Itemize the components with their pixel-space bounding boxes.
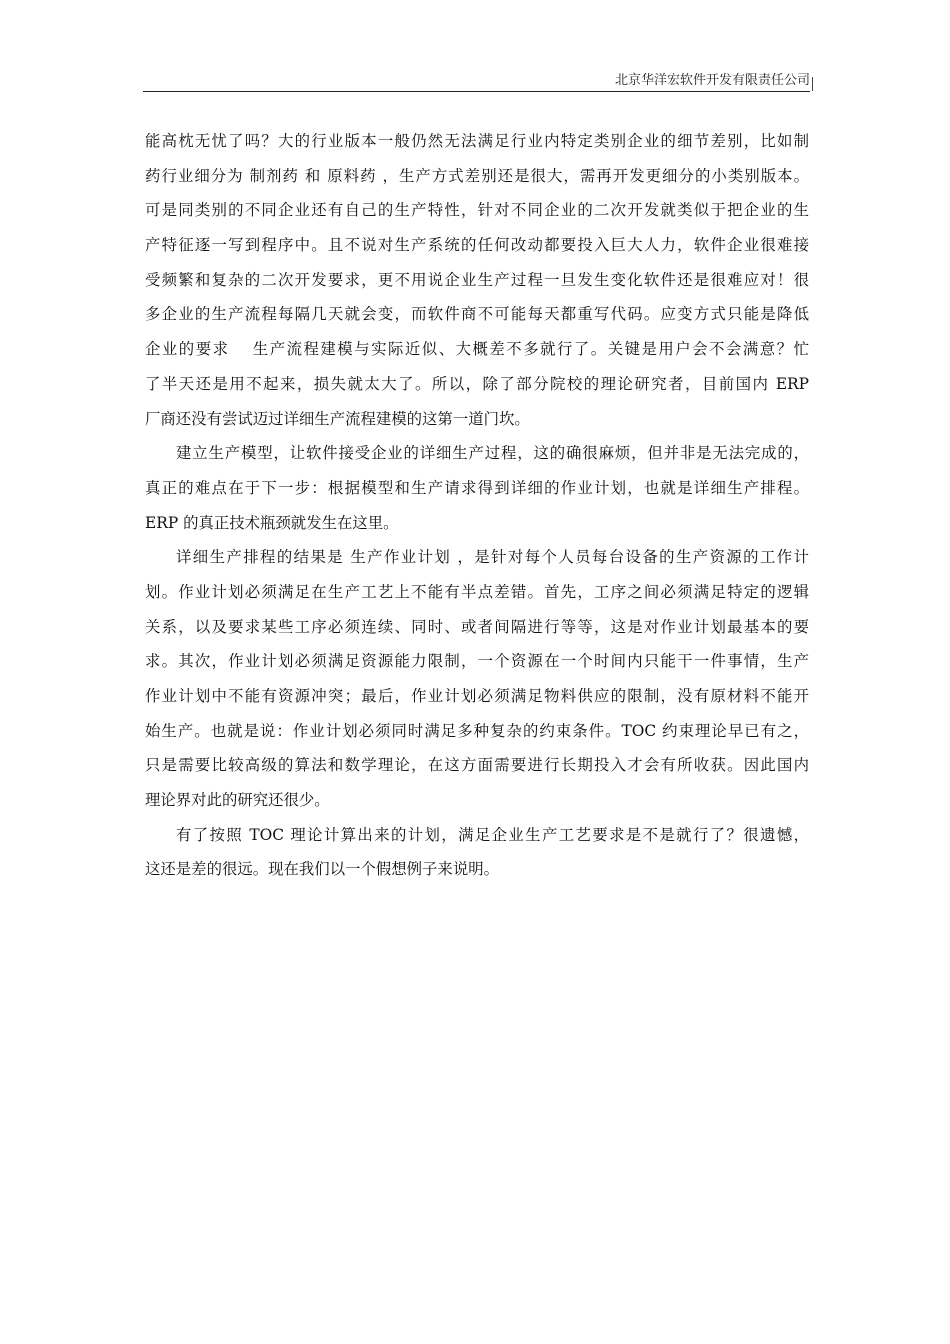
- paragraph-2: [145, 436, 809, 540]
- text-line: 真正的难点在于下一步：根据模型和生产请求得到详细的作业计划，也就是详细生产排程。: [145, 478, 809, 497]
- text-line: 企业的要求 生产流程建模与实际近似、大概差不多就行了。关键是用户会不会满意？忙: [145, 340, 809, 359]
- text-line: 产特征逐一写到程序中。且不说对生产系统的任何改动都要投入巨大人力，软件企业很难接: [145, 236, 809, 255]
- text-line: 药行业细分为 制剂药 和 原料药 ，生产方式差别还是很大，需再开发更细分的小类别版本。: [145, 166, 809, 185]
- text-line: 能高枕无忧了吗？大的行业版本一般仍然无法满足行业内特定类别企业的细节差别，比如制: [145, 132, 809, 150]
- text-line: 了半天还是用不起来，损失就太大了。所以，除了部分院校的理论研究者，目前国内 ERP: [145, 374, 809, 393]
- text-line: 作业计划中不能有资源冲突；最后，作业计划必须满足物料供应的限制，没有原材料不能开: [145, 687, 809, 705]
- paragraph-1: [145, 124, 809, 436]
- text-line: 划。作业计划必须满足在生产工艺上不能有半点差错。首先，工序之间必须满足特定的逻辑: [145, 582, 809, 601]
- header-company-name: 北京华洋宏软件开发有限责任公司: [614, 73, 810, 88]
- text-line: 厂商还没有尝试迈过详细生产流程建模的这第一道门坎。: [145, 409, 530, 428]
- text-line: 关系，以及要求某些工序必须连续、同时、或者间隔进行等等，这是对作业计划最基本的要: [145, 617, 809, 636]
- text-line: 详细生产排程的结果是 生产作业计划 ，是针对每个人员每台设备的生产资源的工作计: [176, 548, 809, 567]
- text-line: 多企业的生产流程每隔几天就会变，而软件商不可能每天都重写代码。应变方式只能是降低: [145, 305, 809, 324]
- text-line: 有了按照 TOC 理论计算出来的计划，满足企业生产工艺要求是不是就行了？很遗憾，: [176, 825, 809, 844]
- text-line: 建立生产模型，让软件接受企业的详细生产过程，这的确很麻烦，但并非是无法完成的，: [176, 444, 809, 463]
- text-line: ERP 的真正技术瓶颈就发生在这里。: [145, 513, 399, 532]
- document-body: [145, 124, 809, 887]
- text-line: 理论界对此的研究还很少。: [145, 791, 330, 810]
- text-line: 求。其次，作业计划必须满足资源能力限制，一个资源在一个时间内只能干一件事情，生产: [145, 652, 809, 671]
- paragraph-4: [145, 818, 809, 887]
- text-line: 只是需要比较高级的算法和数学理论，在这方面需要进行长期投入才会有所收获。因此国内: [145, 756, 809, 775]
- paragraph-3: [145, 540, 809, 818]
- text-line: 始生产。也就是说：作业计划必须同时满足多种复杂的约束条件。TOC 约束理论早已有之，: [145, 721, 809, 740]
- page-header: [143, 73, 810, 92]
- text-line: 受频繁和复杂的二次开发要求，更不用说企业生产过程一旦发生变化软件还是很难应对！很: [145, 270, 809, 289]
- text-line: 可是同类别的不同企业还有自己的生产特性，针对不同企业的二次开发就类似于把企业的生: [145, 201, 809, 220]
- header-rule-mark: [812, 77, 813, 91]
- text-line: 这还是差的很远。现在我们以一个假想例子来说明。: [145, 860, 499, 879]
